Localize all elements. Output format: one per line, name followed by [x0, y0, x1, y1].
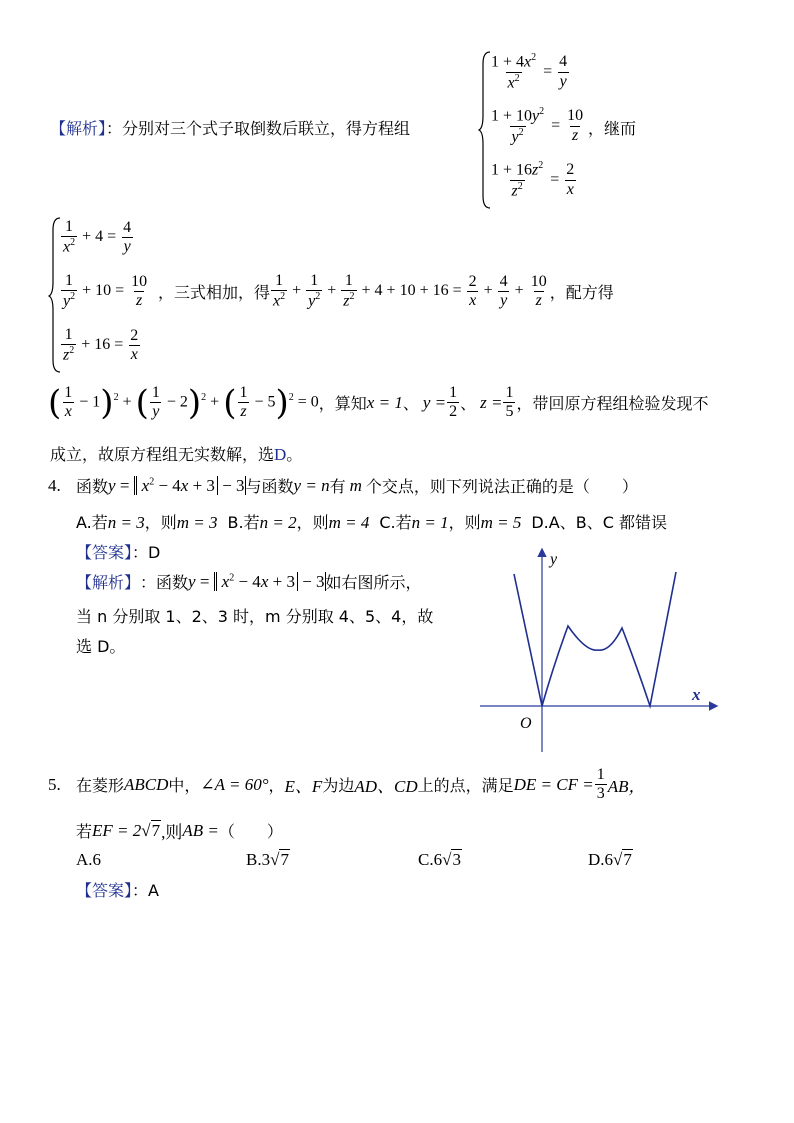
q5-line2: 若 EF = 2 √7 ,则 AB = （ ）	[76, 820, 283, 842]
p3-sep-1: 、	[402, 394, 419, 414]
p3-solve-text: ，算知	[318, 394, 367, 414]
q4-option-b[interactable]: B.若n = 2，则m = 4	[227, 513, 370, 532]
p3-square-line	[48, 384, 709, 422]
q4-analysis-line2: 当 n 分别取 1、2、3 时，m 分别取 4、5、4，故	[76, 607, 434, 626]
q4-answer: 【答案】：D	[76, 543, 161, 562]
p3-conclusion: 成立，故原方程组无实数解，选D。	[50, 445, 303, 464]
q4-function-graph	[478, 544, 722, 756]
system2-eq3: $\frac{1}{z^2}$ + 16 = $\frac{2}{x}$	[63, 326, 139, 364]
q5-option-b[interactable]: B.3√7	[246, 850, 289, 869]
p3-square-equation: ( $\frac{1}{x}$ − 1)$^2$ + ( $\frac{1}{y}$ − 2)$^2$ + ( $\frac{1}{z}$ − 5)$^2$ = 0	[48, 382, 319, 423]
system2-eq1: $\frac{1}{x^2}$ + 4 = $\frac{4}{y}$	[63, 218, 132, 256]
q4-line-function: y = n	[293, 475, 330, 495]
p3-sum-line	[158, 272, 614, 311]
p3-eq-zero: = 0	[297, 393, 319, 411]
p3-complete-text: ，配方得	[549, 283, 614, 303]
p3-z-label: z =	[480, 392, 503, 412]
q4-m: m	[349, 475, 362, 495]
p3-x-value: x = 1	[366, 392, 403, 412]
q5-answer: 【答案】：A	[76, 881, 159, 900]
p3-check-text: ，带回原方程组检验发现不	[516, 394, 709, 414]
q4-option-c[interactable]: C.若n = 1，则m = 5	[379, 513, 522, 532]
q5-option-c[interactable]: C.6√3	[418, 850, 461, 869]
p3-z-value: $\frac{1}{5}$	[505, 384, 514, 421]
q5-number: 5.	[48, 774, 61, 794]
q4-analysis-line1: 【解析】 ：函数 $y = x^2 - 4x + 3 - 3$ 如右图所示，	[76, 571, 422, 592]
p3-sum-equation: $\frac{1}{x^2}$ + $\frac{1}{y^2}$ + $\frac{1}{z^2}$ + 4 + 10 + 16 = $\frac{2}{x}$ + $\frac{4}{y}$ + $\frac{10}{z}$	[273, 272, 547, 310]
q5-option-a[interactable]: A.6	[76, 850, 102, 869]
q5-fraction: $\frac{1}{3}$	[596, 766, 605, 803]
q4-options	[76, 510, 667, 533]
p3-sum-text: ，三式相加，得	[158, 283, 271, 303]
p3-system-2	[48, 216, 158, 376]
q5-options	[76, 850, 736, 874]
p3-system-1	[478, 50, 598, 210]
p3-analysis-line1	[50, 116, 410, 139]
q5-option-d[interactable]: D.6√7	[588, 850, 632, 869]
p3-intro-text: ：分别对三个式子取倒数后联立，得方程组	[106, 119, 411, 138]
p3-y-value: $\frac{1}{2}$	[449, 384, 458, 421]
system1-eq3: $\frac{1 + 16z^2}{z^2}$ = $\frac{2}{x}$	[491, 160, 575, 200]
p3-y-label: y =	[422, 392, 447, 412]
system1-eq1: $\frac{1 + 4x^2}{x^2}$ = $\frac{4}{y}$	[491, 52, 568, 92]
graph-y-label: y	[550, 551, 558, 568]
system2-eq2: $\frac{1}{y^2}$ + 10 = $\frac{10}{z}$	[63, 272, 148, 310]
q4-analysis-line3: 选 D。	[76, 637, 126, 656]
q4-analysis-function: $y = x^2 - 4x + 3 - 3$	[188, 571, 325, 591]
system1-eq2: $\frac{1 + 10y^2}{y^2}$ = $\frac{10}{z}$	[491, 106, 584, 146]
q5-stem: 5. 在菱形 ABCD 中， ∠A = 60° ， E、F 为边 AD、CD 上的点，满足 DE = CF = $\frac{1}{3}$ AB，	[48, 766, 646, 803]
graph-origin-label: O	[520, 715, 532, 732]
q4-option-d[interactable]: D.A、B、C 都错误	[531, 513, 667, 532]
q4-function: $y = x^2 - 4x + 3 - 3$	[108, 475, 245, 495]
p3-sep-2: 、	[460, 394, 477, 414]
graph-x-label: x	[692, 685, 701, 704]
q4-option-a[interactable]: A.若n = 3，则m = 3	[76, 513, 218, 532]
q4-stem: 4. 函数 $y = x^2 - 4x + 3 - 3$ 与函数 y = n 有 m 个交点，则下列说法正确的是（ ）	[48, 475, 638, 496]
p3-answer-choice: D	[274, 445, 287, 464]
function-curve	[514, 572, 676, 706]
analysis-tag: 【解析】	[50, 119, 107, 138]
q4-number: 4.	[48, 475, 61, 495]
p3-then-text: ，继而	[588, 119, 637, 138]
